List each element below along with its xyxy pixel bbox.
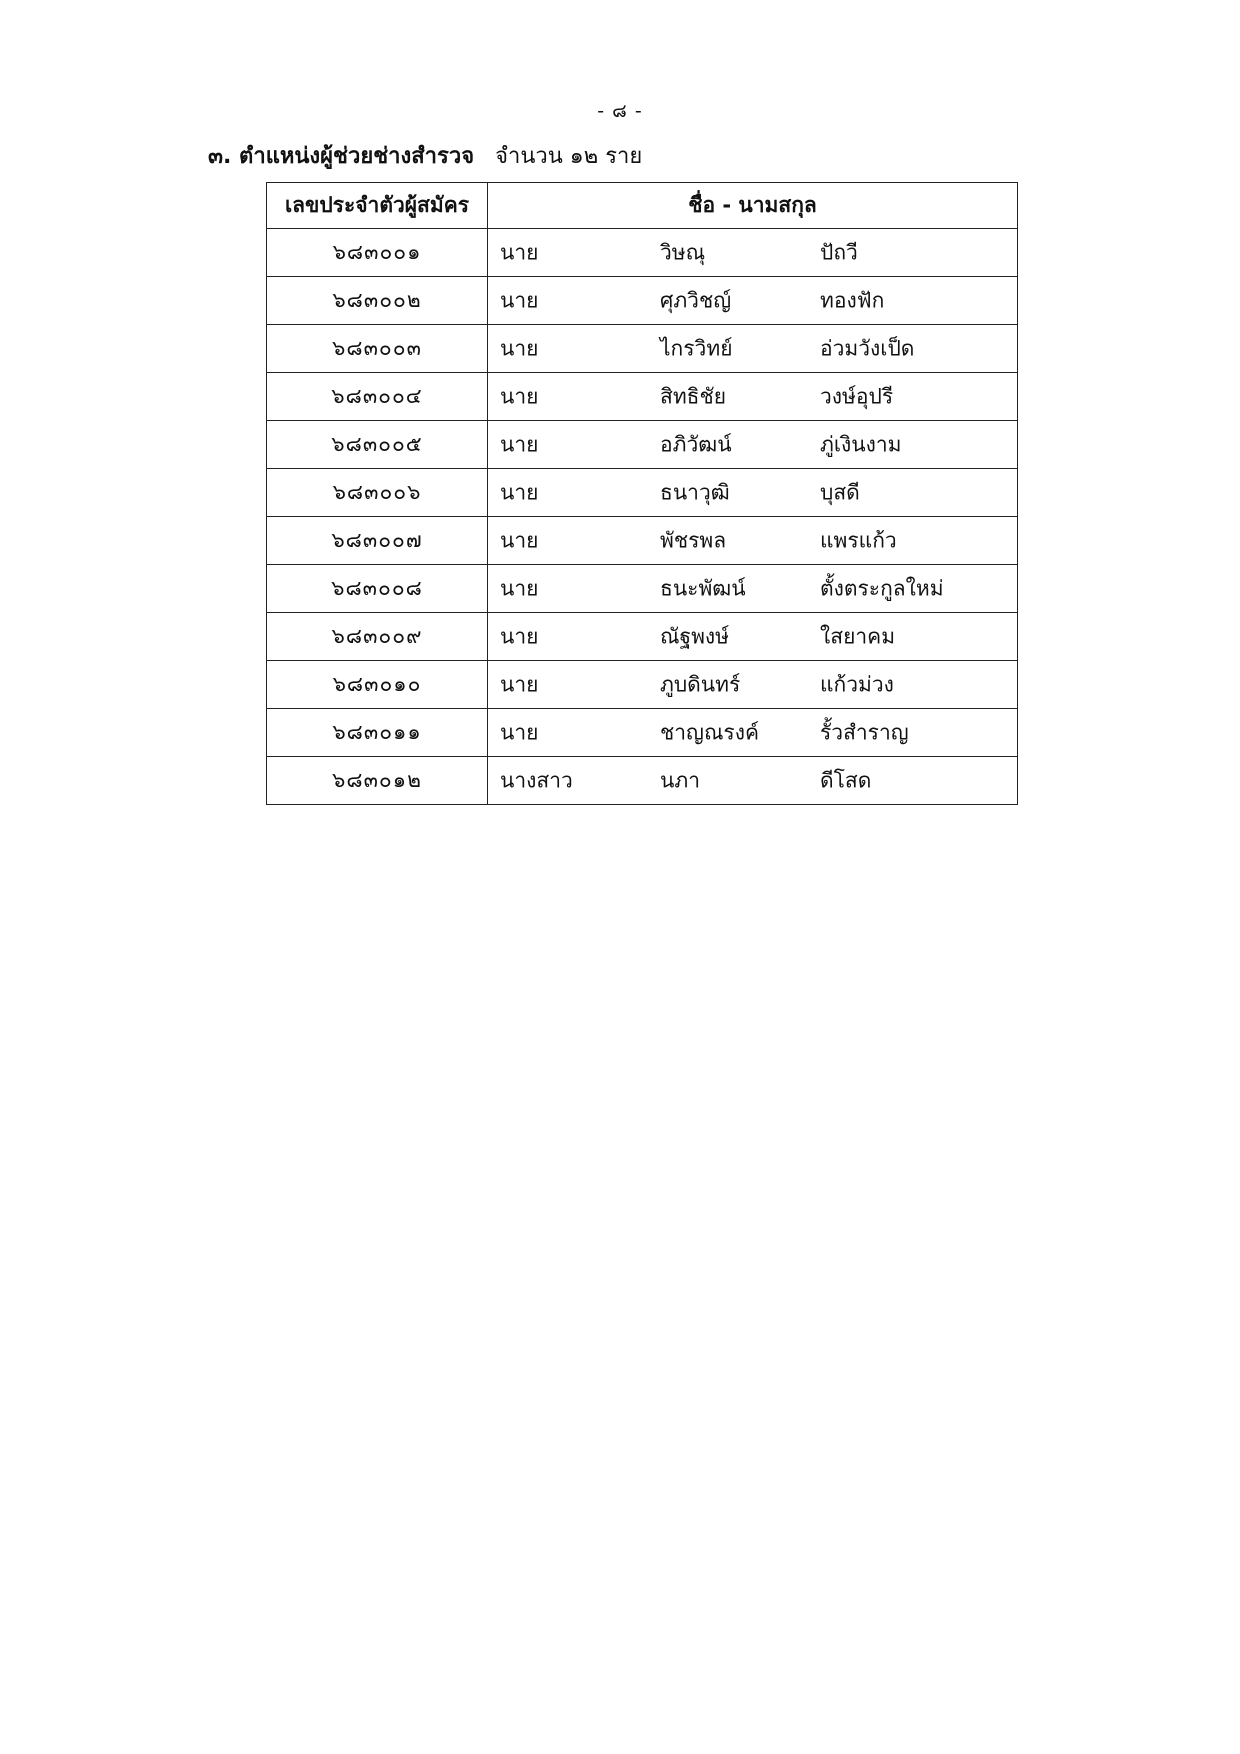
first-name: วิษณุ	[660, 240, 706, 264]
first-name: ไกรวิทย์	[660, 336, 733, 360]
applicant-table	[266, 182, 1018, 805]
header-applicant-id: เลขประจำตัวผู้สมัคร	[267, 183, 488, 229]
applicant-id-cell: ๖๘๓๐๐๕	[267, 421, 488, 469]
name-prefix: นาย	[500, 480, 539, 504]
name-prefix: นางสาว	[500, 768, 573, 792]
first-name: ธนะพัฒน์	[660, 576, 746, 600]
full-name-cell	[488, 373, 1018, 421]
name-prefix: นาย	[500, 288, 539, 312]
first-name: อภิวัฒน์	[660, 432, 732, 456]
first-name: พัชรพล	[660, 528, 727, 552]
first-name: ศุภวิชญ์	[660, 288, 732, 312]
applicant-id-cell: ๖๘๓๐๐๒	[267, 277, 488, 325]
applicant-id-cell: ๖๘๓๐๐๔	[267, 373, 488, 421]
applicant-id-cell: ๖๘๓๐๑๒	[267, 757, 488, 805]
name-prefix: นาย	[500, 624, 539, 648]
applicant-id-cell: ๖๘๓๐๑๐	[267, 661, 488, 709]
header-full-name: ชื่อ - นามสกุล	[488, 183, 1018, 229]
last-name: รั้วสำราญ	[820, 720, 909, 744]
last-name: ตั้งตระกูลใหม่	[820, 576, 944, 600]
applicant-id-cell: ๖๘๓๐๐๙	[267, 613, 488, 661]
full-name-cell	[488, 277, 1018, 325]
name-prefix: นาย	[500, 240, 539, 264]
first-name: ชาญณรงค์	[660, 720, 760, 744]
section-title: ๓. ตำแหน่งผู้ช่วยช่างสำรวจ	[208, 144, 475, 169]
last-name: ภู่เงินงาม	[820, 432, 902, 456]
first-name: ธนาวุฒิ	[660, 480, 730, 504]
page-number: - ๘ -	[597, 100, 643, 122]
name-prefix: นาย	[500, 528, 539, 552]
table-row	[267, 613, 1018, 661]
applicant-id-cell: ๖๘๓๐๑๑	[267, 709, 488, 757]
last-name: ดีโสด	[820, 768, 872, 792]
table-row	[267, 565, 1018, 613]
table-header-row	[267, 183, 1018, 229]
full-name-cell	[488, 565, 1018, 613]
table-row	[267, 421, 1018, 469]
table-row	[267, 517, 1018, 565]
full-name-cell	[488, 661, 1018, 709]
last-name: แพรแก้ว	[820, 528, 897, 552]
first-name: ณัฐพงษ์	[660, 624, 730, 648]
table-row	[267, 757, 1018, 805]
last-name: อ่วมวังเป็ด	[820, 336, 915, 360]
name-prefix: นาย	[500, 432, 539, 456]
first-name: สิทธิชัย	[660, 384, 727, 408]
last-name: ใสยาคม	[820, 624, 896, 648]
full-name-cell	[488, 709, 1018, 757]
last-name: บุสดี	[820, 480, 860, 504]
full-name-cell	[488, 469, 1018, 517]
table-row	[267, 325, 1018, 373]
last-name: ทองฟัก	[820, 288, 885, 312]
name-prefix: นาย	[500, 336, 539, 360]
applicant-id-cell: ๖๘๓๐๐๓	[267, 325, 488, 373]
applicant-id-cell: ๖๘๓๐๐๖	[267, 469, 488, 517]
name-prefix: นาย	[500, 672, 539, 696]
table-row	[267, 709, 1018, 757]
full-name-cell	[488, 517, 1018, 565]
applicant-id-cell: ๖๘๓๐๐๗	[267, 517, 488, 565]
last-name: วงษ์อุปรี	[820, 384, 894, 408]
table-row	[267, 469, 1018, 517]
name-prefix: นาย	[500, 384, 539, 408]
full-name-cell	[488, 613, 1018, 661]
first-name: ภูบดินทร์	[660, 672, 741, 696]
last-name: แก้วม่วง	[820, 672, 894, 696]
table-row	[267, 661, 1018, 709]
last-name: ปัถวี	[820, 240, 858, 264]
table-body	[267, 229, 1018, 805]
full-name-cell	[488, 757, 1018, 805]
name-prefix: นาย	[500, 576, 539, 600]
table-row	[267, 277, 1018, 325]
full-name-cell	[488, 421, 1018, 469]
applicant-id-cell: ๖๘๓๐๐๑	[267, 229, 488, 277]
applicant-id-cell: ๖๘๓๐๐๘	[267, 565, 488, 613]
first-name: นภา	[660, 768, 700, 792]
section-count: จำนวน ๑๒ ราย	[495, 144, 643, 169]
table-row	[267, 229, 1018, 277]
full-name-cell	[488, 229, 1018, 277]
table-row	[267, 373, 1018, 421]
full-name-cell	[488, 325, 1018, 373]
name-prefix: นาย	[500, 720, 539, 744]
section-heading	[208, 138, 642, 173]
